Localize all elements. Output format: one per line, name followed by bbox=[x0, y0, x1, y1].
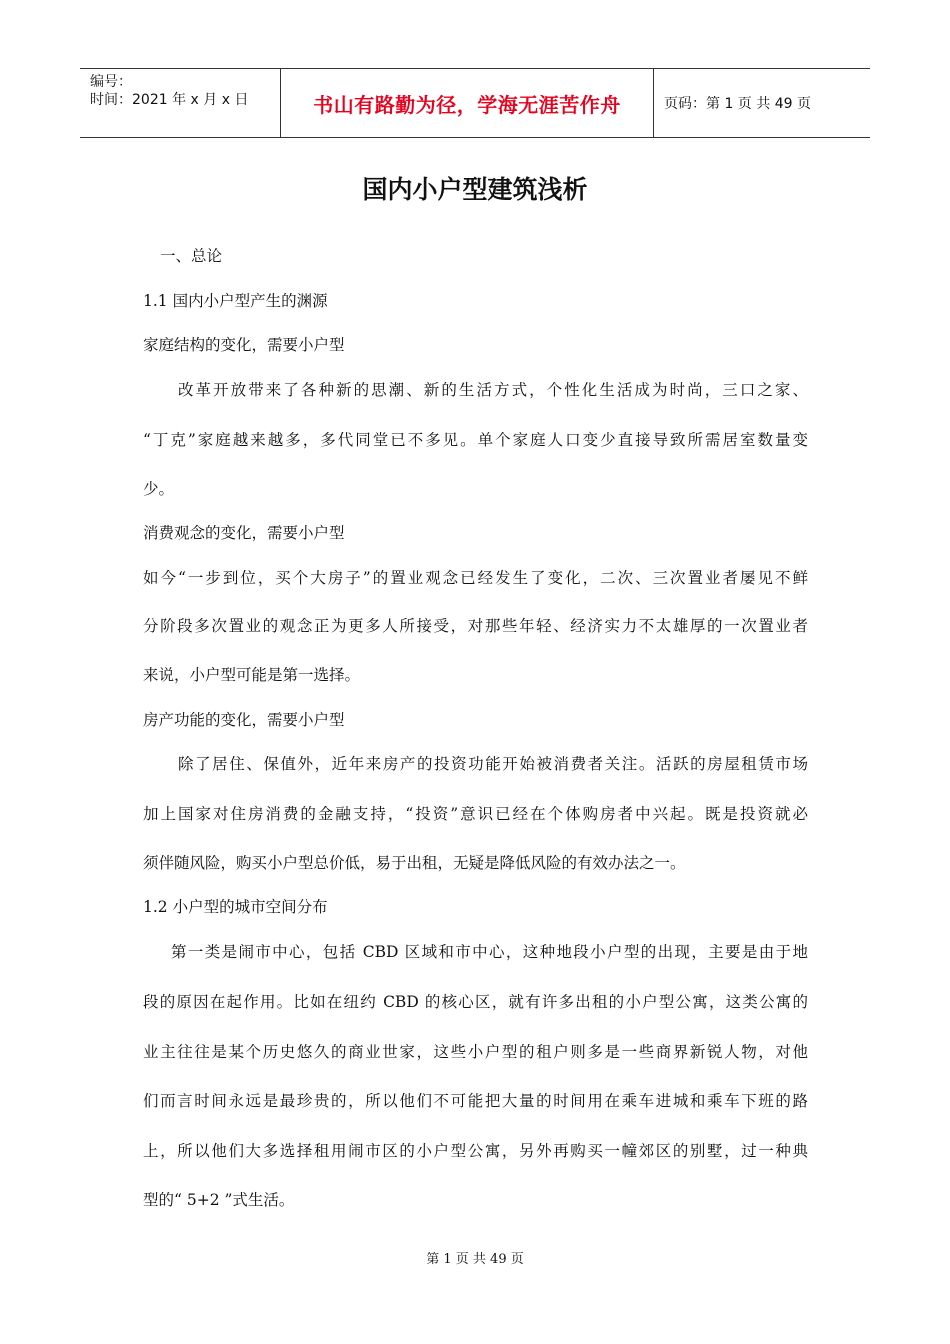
topic-heading: 家庭结构的变化，需要小户型 bbox=[143, 336, 345, 354]
paragraph-line: 段的原因在起作用。比如在纽约 CBD 的核心区，就有许多出租的小户型公寓，这类公寓的 bbox=[143, 993, 808, 1011]
header-motto-cell bbox=[281, 69, 654, 137]
header-table bbox=[80, 68, 870, 138]
motto-text: 书山有路勤为径，学海无涯苦作舟 bbox=[313, 92, 621, 117]
paragraph-line: 须伴随风险，购买小户型总价低，易于出租，无疑是降低风险的有效办法之一。 bbox=[143, 854, 686, 872]
page-info: 页码：第 1 页 共 49 页 bbox=[664, 96, 811, 112]
topic-heading: 房产功能的变化，需要小户型 bbox=[143, 711, 345, 729]
number-label: 编号： bbox=[90, 74, 132, 90]
paragraph-line: 加上国家对住房消费的金融支持，“投资”意识已经在个体购房者中兴起。既是投资就必 bbox=[143, 805, 808, 823]
paragraph-line: 改革开放带来了各种新的思潮、新的生活方式，个性化生活成为时尚，三口之家、 bbox=[178, 381, 808, 399]
paragraph-line: 型的“ 5+2 ”式生活。 bbox=[143, 1191, 295, 1209]
paragraph-line: 分阶段多次置业的观念正为更多人所接受，对那些年轻、经济实力不太雄厚的一次置业者 bbox=[143, 617, 808, 635]
paragraph-line: “丁克”家庭越来越多，多代同堂已不多见。单个家庭人口变少直接导致所需居室数量变 bbox=[143, 431, 808, 449]
paragraph-line: 来说，小户型可能是第一选择。 bbox=[143, 666, 361, 684]
topic-heading: 消费观念的变化，需要小户型 bbox=[143, 524, 345, 542]
subsection-heading: 1.1 国内小户型产生的渊源 bbox=[143, 292, 328, 310]
header-meta-cell bbox=[80, 69, 281, 137]
time-label: 时间：2021 年 x 月 x 日 bbox=[90, 92, 249, 108]
paragraph-line: 第一类是闹市中心，包括 CBD 区域和市中心，这种地段小户型的出现，主要是由于地 bbox=[171, 943, 808, 961]
paragraph-line: 业主往往是某个历史悠久的商业世家，这些小户型的租户则多是一些商界新锐人物，对他 bbox=[143, 1043, 808, 1061]
subsection-heading: 1.2 小户型的城市空间分布 bbox=[143, 898, 328, 916]
section-heading: 一、总论 bbox=[160, 247, 223, 265]
paragraph-line: 上，所以他们大多选择租用闹市区的小户型公寓，另外再购买一幢郊区的别墅，过一种典 bbox=[143, 1142, 808, 1160]
paragraph-line: 如今“一步到位，买个大房子”的置业观念已经发生了变化，二次、三次置业者屡见不鲜 bbox=[143, 569, 808, 587]
header-page-cell bbox=[654, 69, 870, 137]
paragraph-line: 们而言时间永远是最珍贵的，所以他们不可能把大量的时间用在乘车进城和乘车下班的路 bbox=[143, 1092, 808, 1110]
page-footer: 第 1 页 共 49 页 bbox=[426, 1252, 524, 1267]
document-title: 国内小户型建筑浅析 bbox=[362, 175, 588, 204]
paragraph-line: 少。 bbox=[143, 480, 175, 498]
paragraph-line: 除了居住、保值外，近年来房产的投资功能开始被消费者关注。活跃的房屋租赁市场 bbox=[178, 755, 808, 773]
